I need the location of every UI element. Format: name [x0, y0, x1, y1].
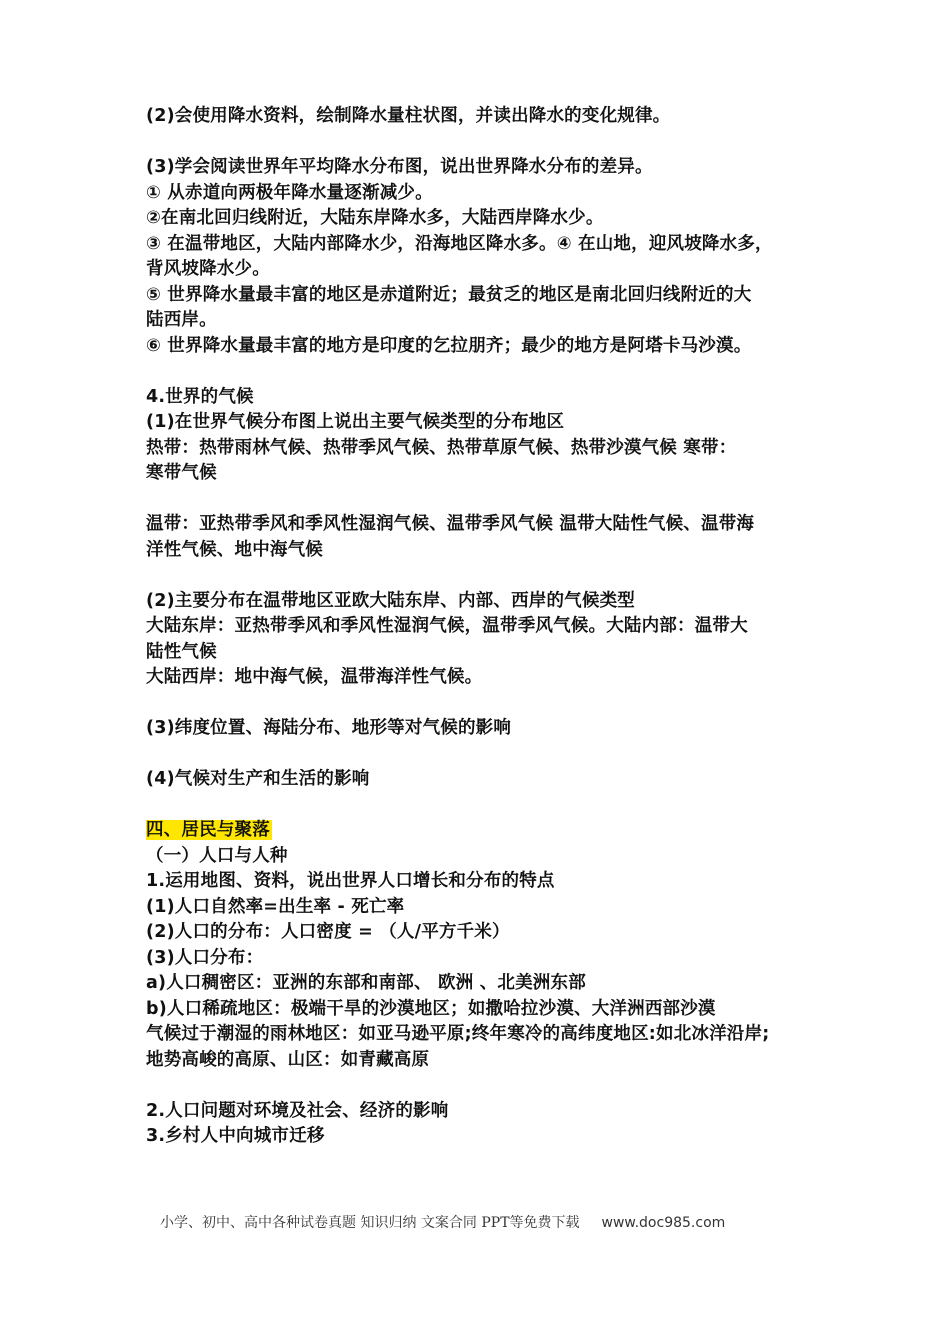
blank-line [146, 691, 836, 717]
blank-line [146, 487, 836, 513]
text-line: 背风坡降水少。 [146, 259, 270, 279]
text-line: ⑤ 世界降水量最丰富的地区是赤道附近；最贫乏的地区是南北回归线附近的大 [146, 284, 752, 305]
text-line: 寒带气候 [146, 463, 217, 483]
text-line: (4)气候对生产和生活的影响 [146, 769, 370, 789]
text-line: 气候过于潮湿的雨林地区：如亚马逊平原;终年寒冷的高纬度地区:如北冰洋沿岸; [146, 1024, 770, 1044]
text-line: 大陆西岸：地中海气候，温带海洋性气候。 [146, 667, 483, 687]
text-line: 洋性气候、地中海气候 [146, 539, 323, 560]
text-line: 温带：亚热带季风和季风性湿润气候、温带季风气候 温带大陆性气候、温带海 [146, 514, 755, 534]
text-line: 陆性气候 [146, 641, 217, 662]
text-line: 热带：热带雨林气候、热带季风气候、热带草原气候、热带沙漠气候 寒带： [146, 437, 737, 458]
text-line: b)人口稀疏地区：极端干旱的沙漠地区；如撒哈拉沙漠、大洋洲西部沙漠 [146, 998, 716, 1019]
blank-line [146, 742, 836, 768]
text-line: a)人口稠密区：亚洲的东部和南部、 欧洲 、北美洲东部 [146, 973, 586, 993]
blank-line [146, 130, 836, 156]
text-line: ⑥ 世界降水量最丰富的地方是印度的乞拉朋齐；最少的地方是阿塔卡马沙漠。 [146, 335, 752, 356]
footer-url: www.doc985.com [601, 1215, 726, 1231]
text-line: (2)人口的分布：人口密度 = （人/平方千米） [146, 922, 510, 942]
text-line: (2)主要分布在温带地区亚欧大陆东岸、内部、西岸的气候类型 [146, 590, 635, 611]
text-line: ②在南北回归线附近，大陆东岸降水多，大陆西岸降水少。 [146, 208, 604, 228]
blank-line [146, 1073, 836, 1099]
text-line: (1)人口自然率=出生率 - 死亡率 [146, 896, 405, 917]
text-line: (2)会使用降水资料，绘制降水量柱状图，并读出降水的变化规律。 [146, 106, 671, 126]
blank-line [146, 359, 836, 385]
document-body [146, 104, 836, 1150]
text-line: 地势高峻的高原、山区：如青藏高原 [146, 1049, 430, 1070]
subsection-heading: （一）人口与人种 [146, 845, 288, 866]
blank-line [146, 563, 836, 589]
text-line: 陆西岸。 [146, 310, 217, 330]
text-line: 3.乡村人中向城市迁移 [146, 1126, 325, 1146]
text-line: 大陆东岸：亚热带季风和季风性湿润气候，温带季风气候。大陆内部：温带大 [146, 616, 748, 636]
text-line: (1)在世界气候分布图上说出主要气候类型的分布地区 [146, 412, 565, 432]
text-line: 2.人口问题对环境及社会、经济的影响 [146, 1100, 449, 1121]
text-line: ③ 在温带地区，大陆内部降水少，沿海地区降水多。④ 在山地，迎风坡降水多， [146, 233, 773, 254]
section-heading: 4.世界的气候 [146, 386, 254, 407]
footer-text: 小学、初中、高中各种试卷真题 知识归纳 文案合同 PPT等免费下载 [160, 1215, 580, 1231]
page-footer [160, 1212, 800, 1232]
text-line: 1.运用地图、资料，说出世界人口增长和分布的特点 [146, 871, 555, 891]
text-line: (3)学会阅读世界年平均降水分布图，说出世界降水分布的差异。 [146, 157, 653, 177]
blank-line [146, 793, 836, 819]
chapter-heading [146, 818, 836, 844]
text-line: (3)纬度位置、海陆分布、地形等对气候的影响 [146, 718, 512, 738]
text-line: ① 从赤道向两极年降水量逐渐减少。 [146, 182, 433, 203]
highlighted-heading: 四、居民与聚落 [146, 820, 270, 840]
text-line: (3)人口分布： [146, 947, 264, 968]
